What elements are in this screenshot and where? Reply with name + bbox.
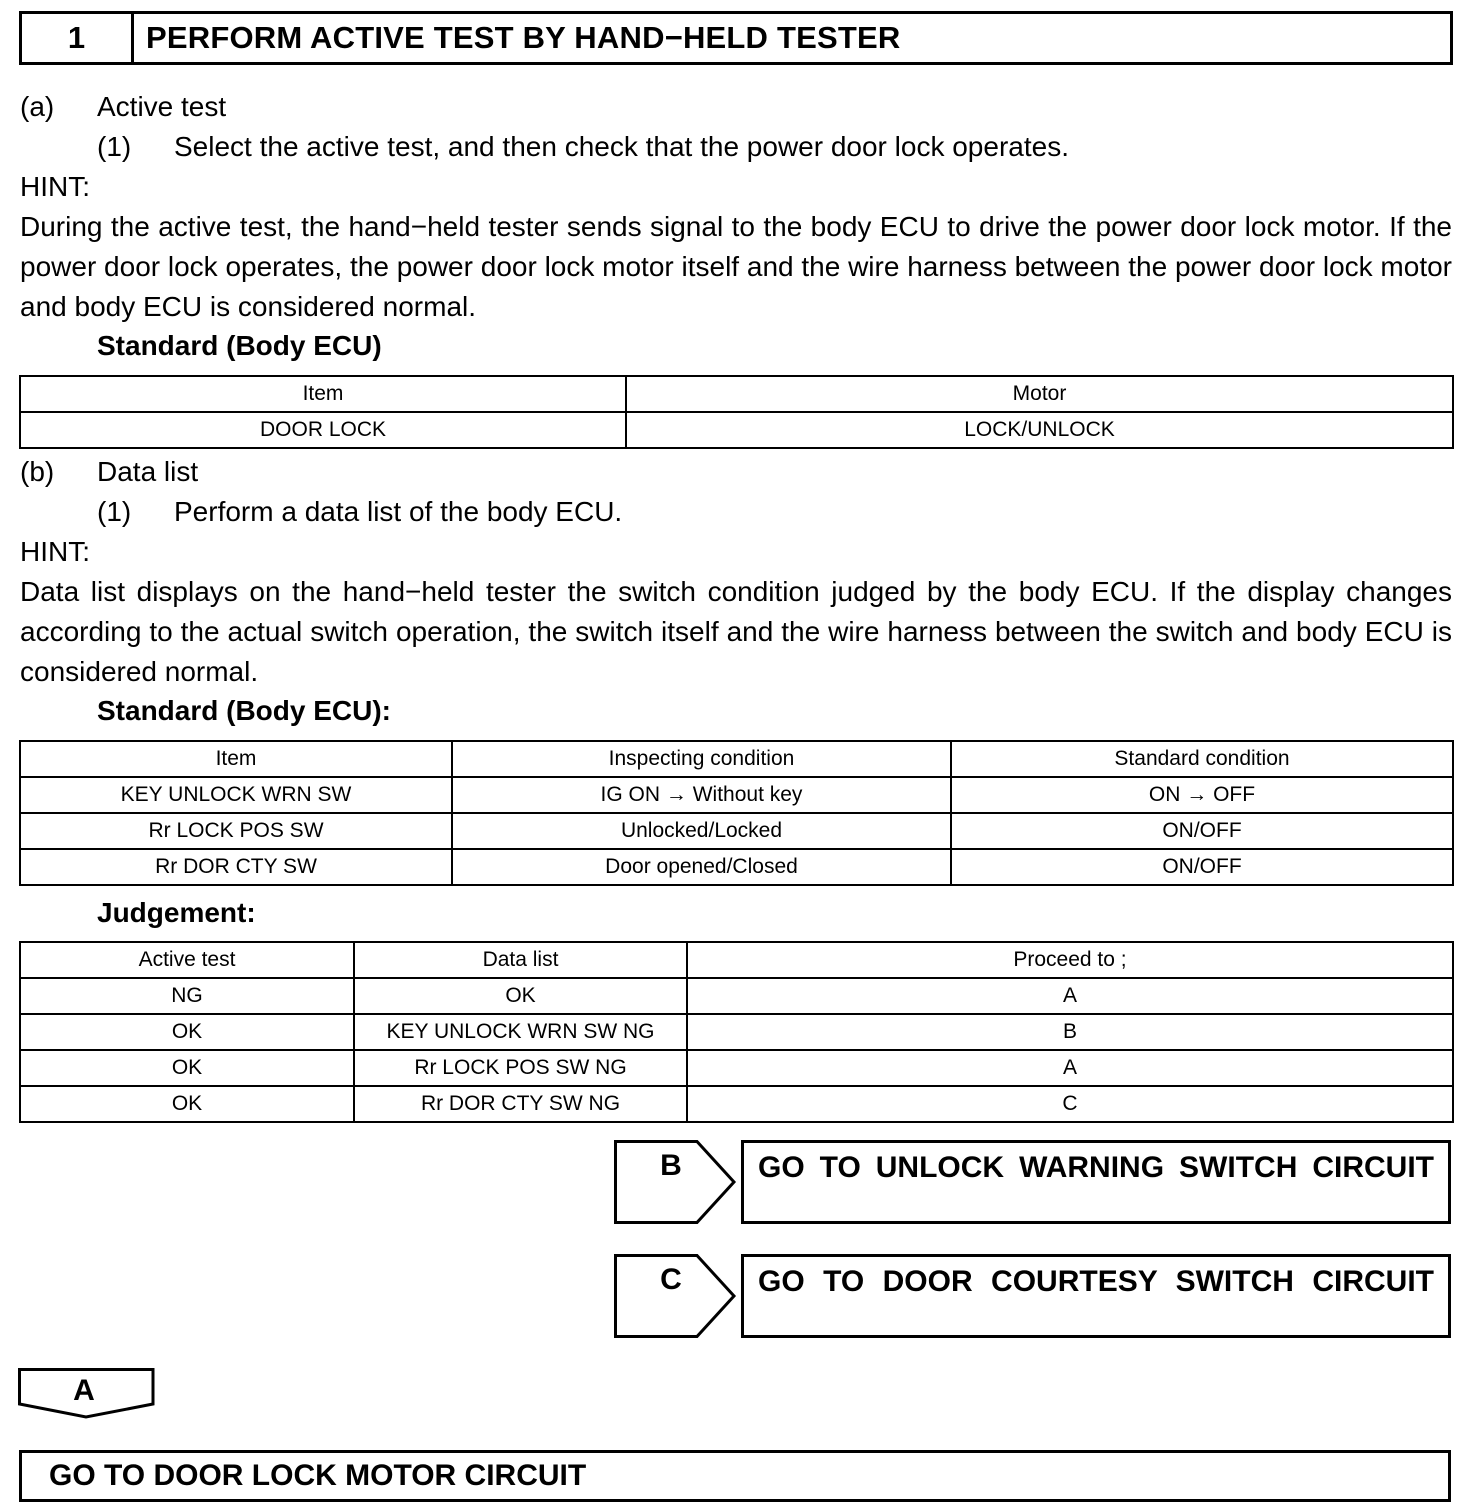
table-header-row — [20, 376, 1453, 412]
branch-c-goto-box[interactable] — [741, 1254, 1451, 1338]
data-list-standard-table — [19, 740, 1454, 886]
section-b-sub-label: (1) — [97, 496, 132, 527]
table-cell: Door opened/Closed — [452, 849, 951, 885]
table-cell: OK — [20, 1050, 354, 1086]
table-header-cell: Active test — [20, 942, 354, 978]
table-cell: C — [687, 1086, 1453, 1122]
section-a-hint-text: During the active test, the hand−held tester sends signal to the body ECU to drive the power door lock motor. If the power door lock operates, the power door lock motor itself and the wire harness between the power door lock motor and body ECU is considered normal. — [20, 211, 1452, 322]
branch-b-goto-box[interactable] — [741, 1140, 1451, 1224]
section-a-sub-text: Select the active test, and then check that the power door lock operates. — [174, 131, 1069, 162]
table-cell: KEY UNLOCK WRN SW NG — [354, 1014, 687, 1050]
section-b-hint-text: Data list displays on the hand−held tester the switch condition judged by the body ECU. If the display changes according to the actual switch operation, the switch itself and the wire harness between the switch and body ECU is considered normal. — [20, 576, 1452, 687]
table-cell: OK — [354, 978, 687, 1014]
table-header-cell: Data list — [354, 942, 687, 978]
judgement-label: Judgement: — [97, 897, 256, 928]
table-row — [20, 777, 1453, 813]
step-header — [19, 11, 1453, 65]
branch-a-goto-box[interactable] — [19, 1450, 1451, 1502]
section-b-label: (b) — [20, 456, 55, 487]
table-cell: A — [687, 978, 1453, 1014]
table-cell: Rr DOR CTY SW — [20, 849, 452, 885]
table-cell: Unlocked/Locked — [452, 813, 951, 849]
table-cell: ON/OFF — [951, 813, 1453, 849]
step-number: 1 — [22, 14, 134, 62]
section-b-standard-label: Standard (Body ECU): — [97, 695, 391, 726]
branch-c-goto-text: GO TO DOOR COURTESY SWITCH CIRCUIT — [758, 1265, 1434, 1298]
branch-b-goto-text: GO TO UNLOCK WARNING SWITCH CIRCUIT — [758, 1151, 1434, 1184]
table-cell: ON → OFF — [951, 777, 1453, 813]
section-a-hint-label: HINT: — [20, 171, 90, 202]
branch-b-label: B — [660, 1149, 682, 1182]
table-row — [20, 412, 1453, 448]
table-cell: Rr LOCK POS SW — [20, 813, 452, 849]
section-b-title: Data list — [97, 456, 199, 487]
table-cell: OK — [20, 1014, 354, 1050]
section-a-label: (a) — [20, 91, 55, 122]
table-header-row — [20, 942, 1453, 978]
table-cell: Rr DOR CTY SW NG — [354, 1086, 687, 1122]
table-row — [20, 978, 1453, 1014]
table-cell: Rr LOCK POS SW NG — [354, 1050, 687, 1086]
table-header-cell: Item — [20, 741, 452, 777]
judgement-table — [19, 941, 1454, 1123]
table-cell: A — [687, 1050, 1453, 1086]
table-cell: DOOR LOCK — [20, 412, 626, 448]
table-row — [20, 813, 1453, 849]
table-header-row — [20, 741, 1453, 777]
step-title: PERFORM ACTIVE TEST BY HAND−HELD TESTER — [146, 20, 901, 55]
table-cell: NG — [20, 978, 354, 1014]
branch-a-label: A — [73, 1374, 95, 1407]
table-cell: B — [687, 1014, 1453, 1050]
active-test-standard-table — [19, 375, 1454, 449]
table-cell: IG ON → Without key — [452, 777, 951, 813]
table-row — [20, 849, 1453, 885]
branch-a-goto-text: GO TO DOOR LOCK MOTOR CIRCUIT — [49, 1459, 587, 1492]
table-cell: LOCK/UNLOCK — [626, 412, 1453, 448]
table-header-cell: Proceed to ; — [687, 942, 1453, 978]
table-header-cell: Item — [20, 376, 626, 412]
section-a-title: Active test — [97, 91, 227, 122]
table-cell: KEY UNLOCK WRN SW — [20, 777, 452, 813]
table-header-cell: Motor — [626, 376, 1453, 412]
table-header-cell: Inspecting condition — [452, 741, 951, 777]
table-cell: ON/OFF — [951, 849, 1453, 885]
section-a-standard-label: Standard (Body ECU) — [97, 330, 382, 361]
table-cell: OK — [20, 1086, 354, 1122]
section-b-hint-label: HINT: — [20, 536, 90, 567]
table-header-cell: Standard condition — [951, 741, 1453, 777]
branch-c-label: C — [660, 1263, 682, 1296]
table-row — [20, 1086, 1453, 1122]
table-row — [20, 1050, 1453, 1086]
table-row — [20, 1014, 1453, 1050]
section-a-sub-label: (1) — [97, 131, 132, 162]
section-b-sub-text: Perform a data list of the body ECU. — [174, 496, 623, 527]
